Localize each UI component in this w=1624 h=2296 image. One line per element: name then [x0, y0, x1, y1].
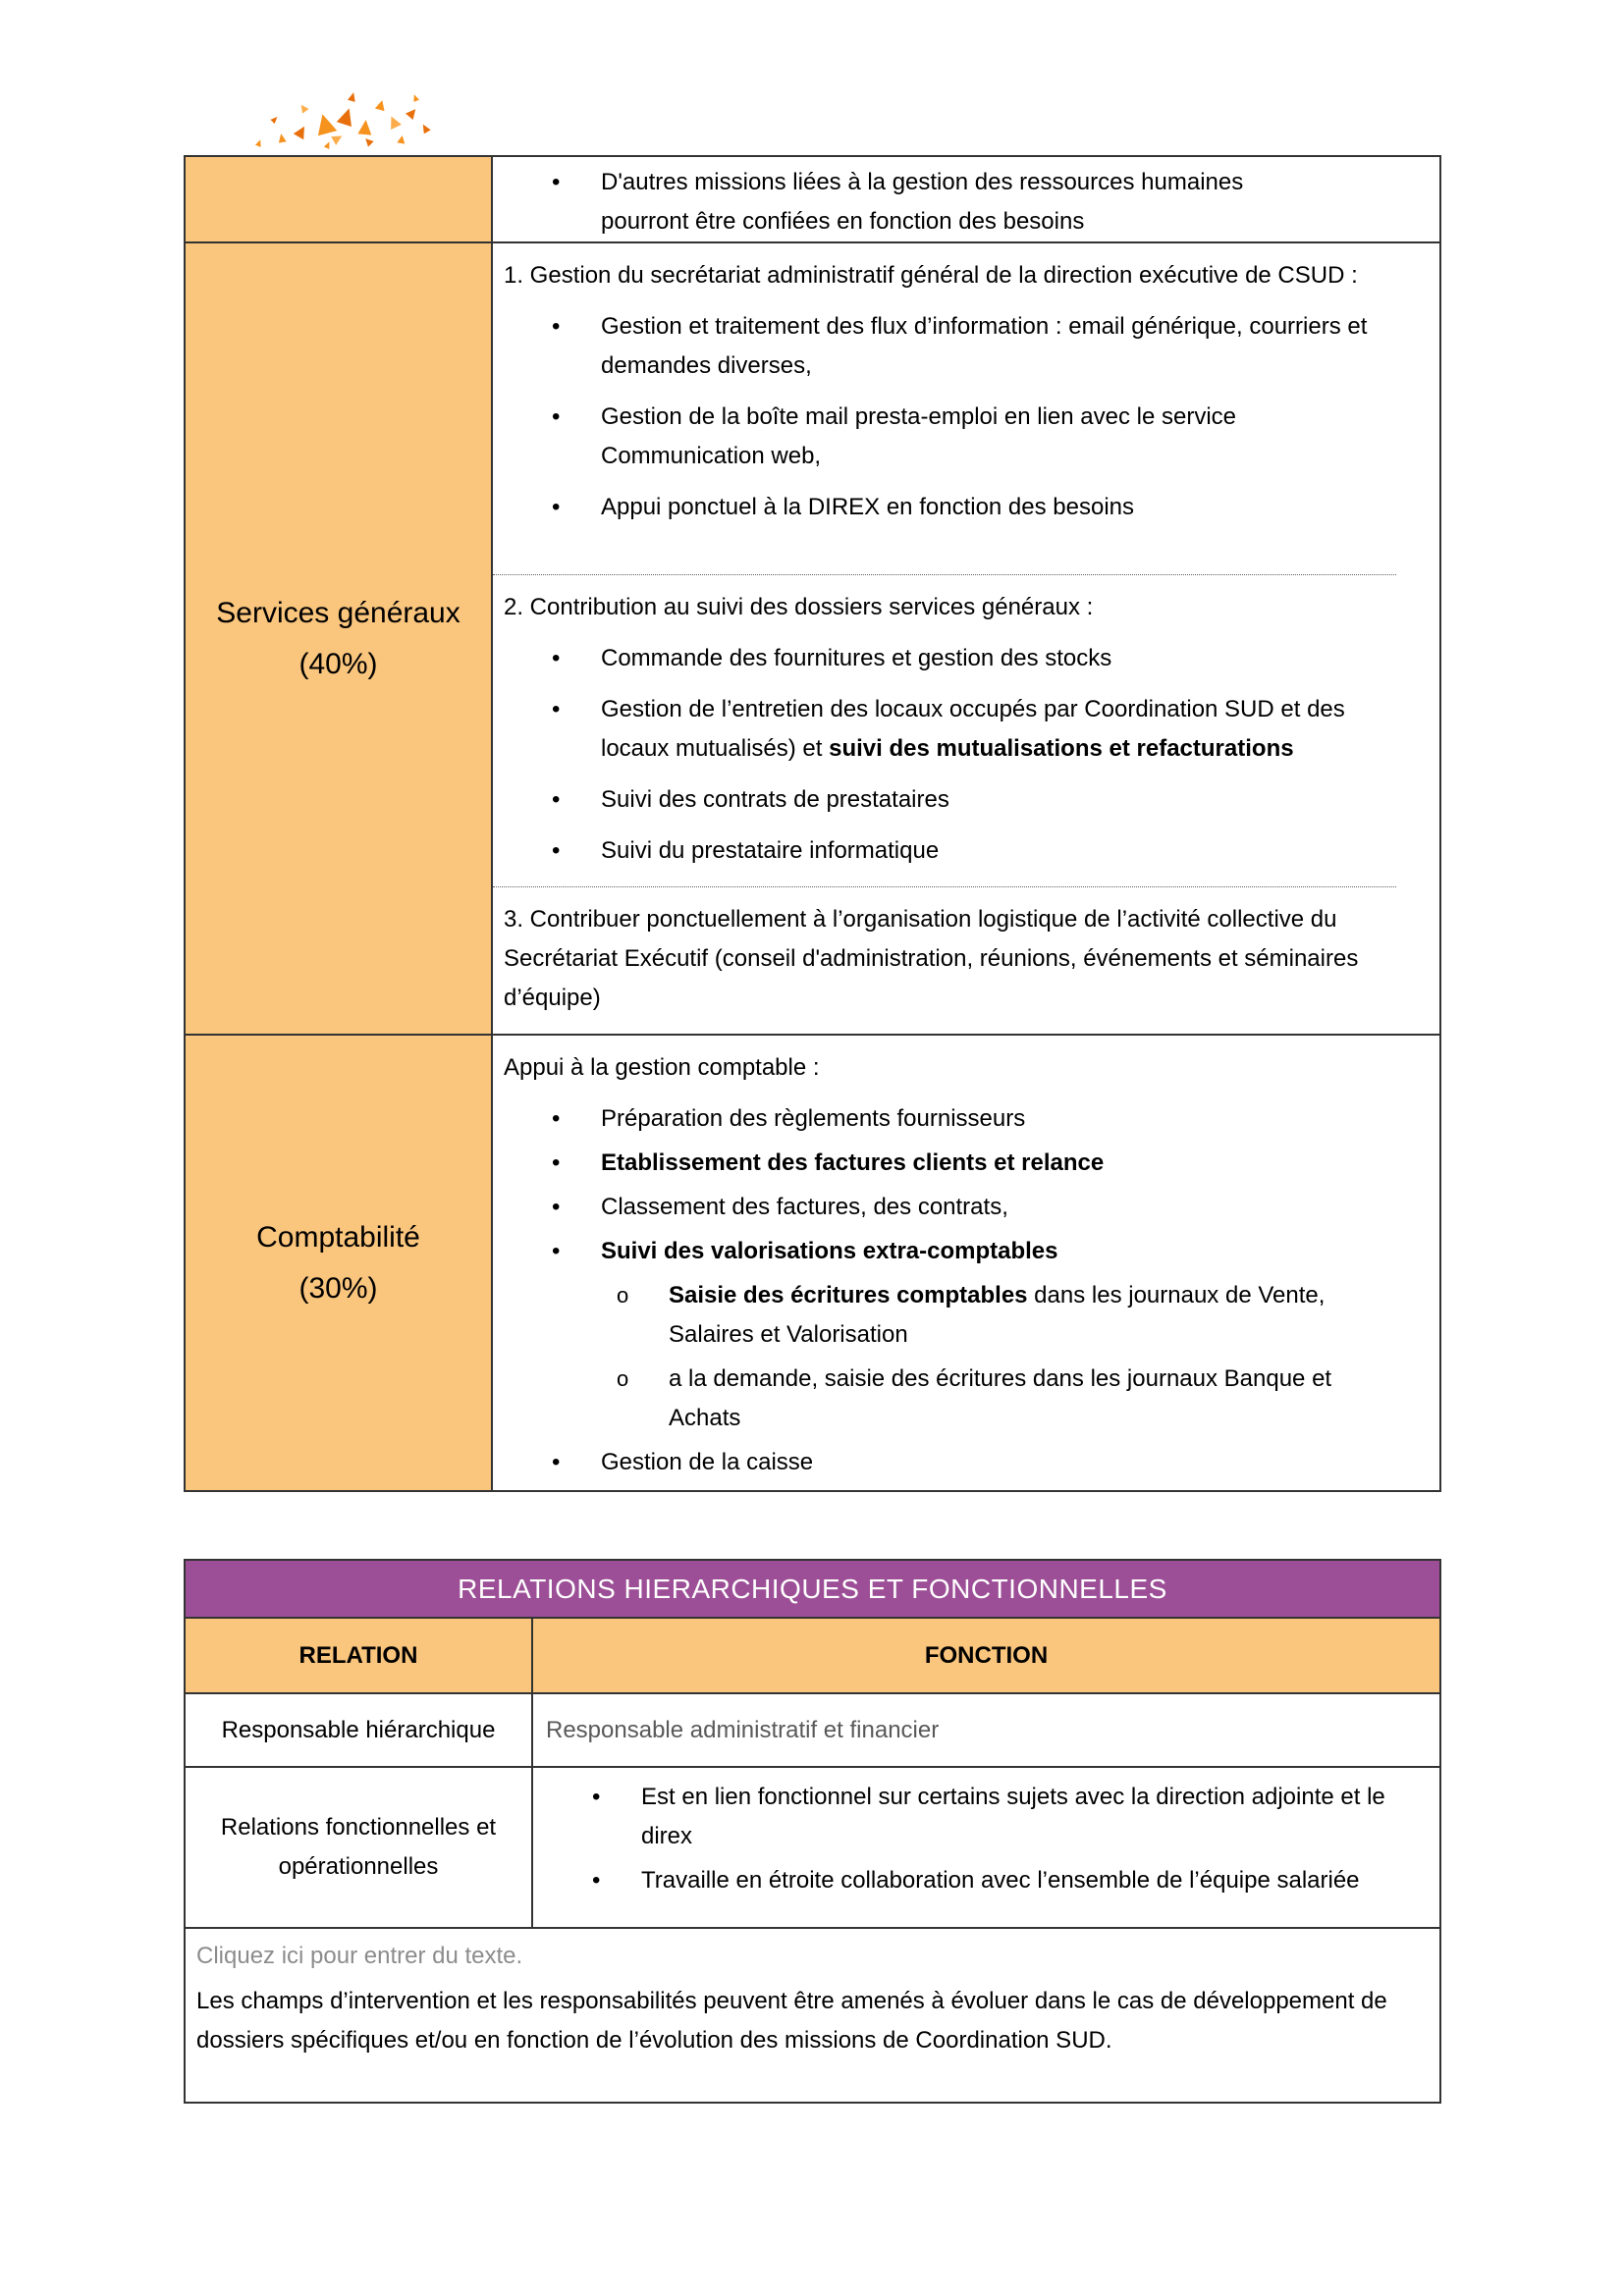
category-label: Comptabilité [256, 1220, 420, 1254]
bullet-marker: o [617, 1366, 629, 1391]
bullet-marker: o [617, 1283, 629, 1308]
bullet-text: Appui ponctuel à la DIREX en fonction des besoins [601, 494, 1135, 520]
task-section-1 [493, 243, 1396, 574]
confetti-triangle [357, 119, 372, 134]
bullet-item [493, 639, 1396, 678]
section-heading: Appui à la gestion comptable : [504, 1054, 820, 1081]
confetti-triangle [313, 112, 337, 135]
bullet-item [493, 488, 1396, 527]
section-bullet-list [493, 307, 1396, 527]
bullet-marker: • [552, 169, 561, 195]
confetti-triangle [298, 102, 308, 113]
bullet-item [493, 398, 1396, 476]
confetti-triangle [348, 91, 357, 102]
bullet-item [493, 1099, 1396, 1139]
bullet-item [493, 1276, 1396, 1355]
bullet-text: a la demande, saisie des écritures dans les journaux Banque et Achats [669, 1365, 1332, 1431]
confetti-triangle [324, 140, 332, 149]
section-heading: 1. Gestion du secrétariat administratif général de la direction exécutive de CSUD : [504, 262, 1358, 289]
bullet-text: Saisie des écritures comptables dans les journaux de Vente, Salaires et Valorisation [669, 1282, 1326, 1348]
bullet-text: Gestion et traitement des flux d’information : email générique, courriers et demandes diverses, [601, 313, 1368, 379]
relation-cell: Relations fonctionnelles et opérationnelles [186, 1768, 533, 1927]
relations-table-title: RELATIONS HIERARCHIQUES ET FONCTIONNELLES [458, 1573, 1167, 1604]
bullet-item [493, 1232, 1396, 1271]
bullet-text: Travaille en étroite collaboration avec l’ensemble de l’équipe salariée [641, 1867, 1360, 1894]
relation-cell: Responsable hiérarchique [186, 1694, 533, 1766]
relations-table-title-bar [186, 1561, 1439, 1617]
bullet-marker: • [552, 403, 561, 430]
bullet-text: Suivi du prestataire informatique [601, 837, 940, 864]
bullet-item [493, 1443, 1396, 1482]
section-heading: 3. Contribuer ponctuellement à l’organisation logistique de l’activité collective du Secrétariat Exécutif (conseil d'administration, réunions, événements et séminaires d’équipe) [504, 906, 1359, 1011]
bullet-text: Gestion de la caisse [601, 1449, 814, 1475]
confetti-triangle [331, 132, 345, 145]
column-header-fonction: FONCTION [533, 1619, 1439, 1692]
bullet-text: Etablissement des factures clients et relance [601, 1149, 1105, 1176]
services-generaux-row [186, 241, 1439, 1034]
bullet-marker: • [552, 1105, 561, 1132]
category-label: Services généraux [216, 596, 460, 629]
confetti-triangle [406, 106, 419, 120]
bullet-text: Gestion de l’entretien des locaux occupés par Coordination SUD et des locaux mutualisés) et suivi des mutualisations et refacturations [601, 696, 1345, 762]
task-section-3 [493, 886, 1396, 1034]
relations-table [184, 1559, 1441, 2104]
section-bullet-list [493, 639, 1396, 871]
bullet-marker: • [552, 645, 561, 671]
bullet-item [493, 831, 1396, 871]
bullet-marker: • [552, 696, 561, 722]
confetti-triangle [255, 138, 263, 147]
confetti-decoration [239, 88, 440, 155]
comptabilite-row [186, 1034, 1439, 1490]
category-cell-comptabilite [186, 1036, 493, 1490]
bullet-item [533, 1861, 1400, 1900]
category-percentage: (40%) [298, 647, 378, 680]
bullet-marker: • [552, 1238, 561, 1264]
bullet-item [493, 690, 1396, 769]
bullet-text: Est en lien fonctionnel sur certains sujets avec la direction adjointe et le direx [641, 1784, 1385, 1849]
confetti-triangle [362, 135, 373, 146]
bullet-marker: • [552, 1149, 561, 1176]
task-section-2 [493, 574, 1396, 886]
bullet-text: Classement des factures, des contrats, [601, 1194, 1008, 1220]
confetti-triangle [397, 134, 406, 143]
fonction-cell [533, 1768, 1439, 1927]
section-heading: 2. Contribution au suivi des dossiers services généraux : [504, 594, 1094, 620]
bullet-marker: • [552, 494, 561, 520]
confetti-triangle [419, 123, 430, 134]
bullet-marker: • [552, 1194, 561, 1220]
bullet-marker: • [552, 837, 561, 864]
bullet-item [493, 1360, 1396, 1438]
bullet-marker: • [592, 1784, 601, 1810]
confetti-triangle [277, 133, 286, 142]
services-generaux-tasks-cell [493, 243, 1439, 1034]
relations-header-row [186, 1617, 1439, 1692]
bullet-item [493, 1144, 1396, 1183]
bullet-text: D'autres missions liées à la gestion des ressources humaines pourront être confiées en fonction des besoins [601, 169, 1244, 235]
confetti-triangle [411, 93, 419, 102]
bullet-item [493, 307, 1396, 386]
confetti-triangle [375, 99, 387, 111]
bullet-item [493, 1188, 1396, 1227]
bullet-marker: • [552, 1449, 561, 1475]
relation-row-fonctionnelles [186, 1766, 1439, 1927]
bullet-text: Gestion de la boîte mail presta-emploi en lien avec le service Communication web, [601, 403, 1236, 469]
confetti-triangle [386, 114, 402, 130]
bullet-marker: • [552, 786, 561, 813]
column-header-relation: RELATION [186, 1619, 533, 1692]
bullet-item [493, 780, 1396, 820]
category-percentage: (30%) [298, 1271, 378, 1305]
missions-table [184, 155, 1441, 1492]
confetti-triangle [270, 115, 279, 124]
bullet-text: Suivi des valorisations extra-comptables [601, 1238, 1058, 1264]
bullet-text: Préparation des règlements fournisseurs [601, 1105, 1026, 1132]
section-bullet-list [493, 1099, 1396, 1482]
fonction-cell: Responsable administratif et financier [546, 1716, 940, 1743]
evolution-note: Les champs d’intervention et les responsabilités peuvent être amenés à évoluer dans le cas de développement de dossiers spécifiques et/ou en fonction de l’évolution des missions de Coordination SUD. [196, 1988, 1387, 2054]
missions-intro-row [186, 157, 1439, 241]
bullet-text: Suivi des contrats de prestataires [601, 786, 949, 813]
bullet-marker: • [552, 313, 561, 340]
notes-cell [186, 1927, 1439, 2102]
bullet-marker: • [592, 1867, 601, 1894]
bullet-item [493, 163, 1396, 241]
intro-tasks-cell [493, 157, 1439, 241]
bullet-text: Commande des fournitures et gestion des stocks [601, 645, 1112, 671]
content-control-placeholder[interactable]: Cliquez ici pour entrer du texte. [196, 1943, 523, 1969]
bullet-item [533, 1778, 1400, 1856]
category-cell-empty [186, 157, 493, 241]
comptabilite-tasks-cell [493, 1036, 1439, 1490]
confetti-triangle [337, 106, 356, 127]
intro-bullet-list [493, 157, 1396, 241]
fonction-bullet-list [533, 1778, 1400, 1900]
confetti-triangle [294, 124, 309, 139]
category-cell-services-generaux [186, 243, 493, 1034]
relation-row-hierarchique [186, 1692, 1439, 1766]
